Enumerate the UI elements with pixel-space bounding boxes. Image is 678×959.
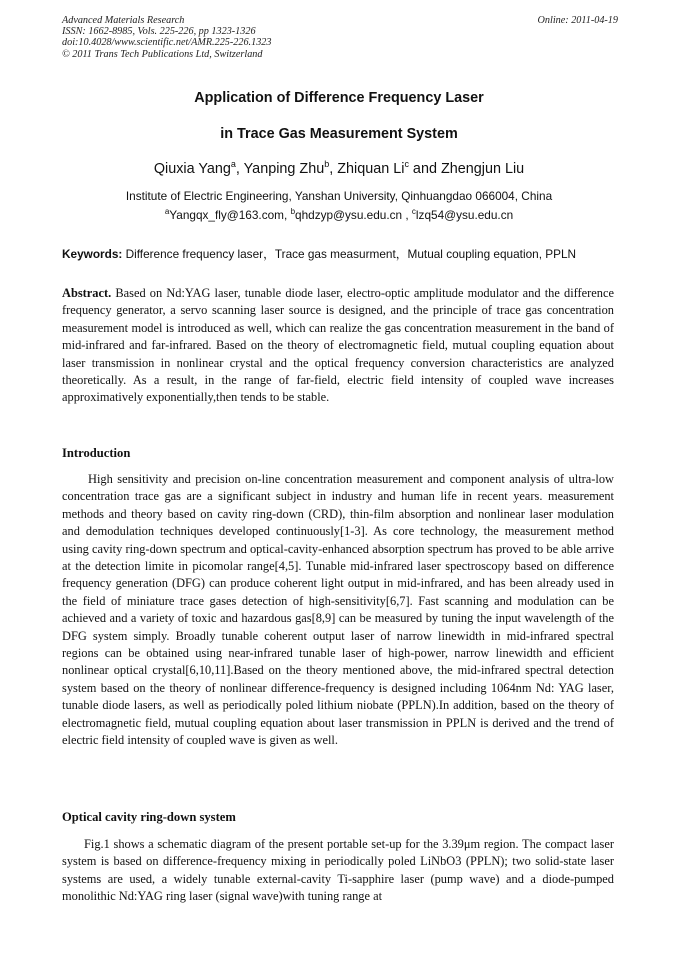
doi-line: doi:10.4028/www.scientific.net/AMR.225-226.1323 — [62, 37, 272, 49]
author-superscript: c — [404, 159, 409, 169]
author-name: Yanping Zhu — [243, 160, 325, 177]
abstract-text: Based on Nd:YAG laser, tunable diode laser, electro-optic amplitude modulator and the difference frequency generator, a servo scanning laser source is designed, and the principle of trace gas concentration measurement model is introduced as well, which can realize the gas concentration measurement in the band of mid-infrared and far-infrared. Based on the theory of electromagnetic field, mutual coupling equation about laser transmission in nonlinear crystal and the optical frequency conversion characteristics are analyzed theoretically. As a result, in the range of far-field, electric field intensity of coupled wave increases approximatively exponentially,then tends to be stable. — [62, 286, 614, 405]
ocrd-heading: Optical cavity ring-down system — [62, 810, 236, 824]
abstract-label: Abstract. — [62, 286, 112, 300]
email-address: Yangqx_fly@163.com, — [169, 207, 291, 222]
author-separator: , — [329, 160, 338, 177]
author-superscript: a — [230, 159, 236, 169]
author-name: Zhiquan Li — [337, 160, 405, 177]
introduction-paragraph: High sensitivity and precision on-line concentration measurement and component analysis of ultra-low concentration trace gas are a significant subject in industry and human life in recent years. measurement methods and theory based on cavity ring-down (CRD), thin-film absorption and nonlinear laser modulation and demodulation techniques developed continuously[1-3]. As core technology, the measurement method using cavity ring-down spectrum and optical-cavity-enhanced absorption spectrum has proved to be able arrive at the detection limite in picomolar range[4,5]. Tunable mid-infrared laser spectroscopy based on difference frequency generation (DFG) can produce coherent light output in mid-infrared, and has been already used in the field of miniature trace gases detection of high-sensitivity[6,7]. Fast scanning and modulation can be achieved and a variety of toxic and hazardous gas[8,9] can be measured by tuning the input wavelength of the DFG system simply. Broadly tunable coherent output laser of narrow linewidth in mid-infrared spectral regions can be obtained using near-infrared tunable laser of high-power, narrow linewidth and efficient nonlinear optical crystal[6,10,11].Based on the theory mentioned above, the mid-infrared spectral detection system based on the theory of nonlinear difference-frequency is designed including 1064nm Nd: YAG laser, tunable diode lasers, as well as periodically poled lithium niobate (PPLN).In addition, based on the theory of electromagnetic field, mutual coupling equation about laser transmission in PPLN is derived and the trend of electric field intensity of coupled wave is given as well. — [62, 472, 614, 748]
email-superscript: a — [164, 207, 170, 216]
journal-name: Advanced Materials Research — [62, 15, 185, 26]
issn-line: ISSN: 1662-8985, Vols. 225-226, pp 1323-1326 — [62, 26, 256, 38]
abstract-paragraph — [62, 285, 614, 407]
online-date: Online: 2011-04-19 — [537, 15, 618, 26]
ocrd-paragraph: Fig.1 shows a schematic diagram of the present portable set-up for the 3.39μm region. The compact laser system is based on difference-frequency mixing in periodically poled LiNbO3 (PPLN); two solid-state laser systems are used, a widely tunable external-cavity Ti-sapphire laser (pump wave) and a diode-pumped monolithic Nd:YAG ring laser (signal wave)with tuning range at — [62, 837, 614, 904]
author-emails — [0, 207, 678, 222]
email-superscript: c — [411, 207, 416, 216]
keywords — [62, 245, 618, 262]
copyright-line: © 2011 Trans Tech Publications Ltd, Switzerland — [62, 48, 263, 60]
author-superscript: b — [324, 159, 330, 169]
email-address: lzq54@ysu.edu.cn — [415, 207, 514, 222]
journal-header — [62, 15, 618, 60]
introduction-heading: Introduction — [62, 446, 131, 460]
email-superscript: b — [290, 207, 296, 216]
paper-title-line-2: in Trace Gas Measurement System — [220, 126, 458, 142]
author-name: Zhengjun Liu — [440, 160, 525, 177]
email-address: qhdzyp@ysu.edu.cn , — [295, 207, 412, 222]
keywords-text: Difference frequency laser，Trace gas measurment，Mutual coupling equation, PPLN — [122, 247, 577, 261]
affiliation: Institute of Electric Engineering, Yanshan University, Qinhuangdao 066004, China — [125, 189, 553, 203]
author-separator: and — [408, 160, 441, 177]
author-separator: , — [235, 160, 244, 177]
paper-title-line-1: Application of Difference Frequency Laser — [194, 90, 484, 106]
keywords-label: Keywords: — [62, 247, 123, 261]
author-list — [0, 159, 678, 177]
author-name: Qiuxia Yang — [153, 160, 231, 177]
